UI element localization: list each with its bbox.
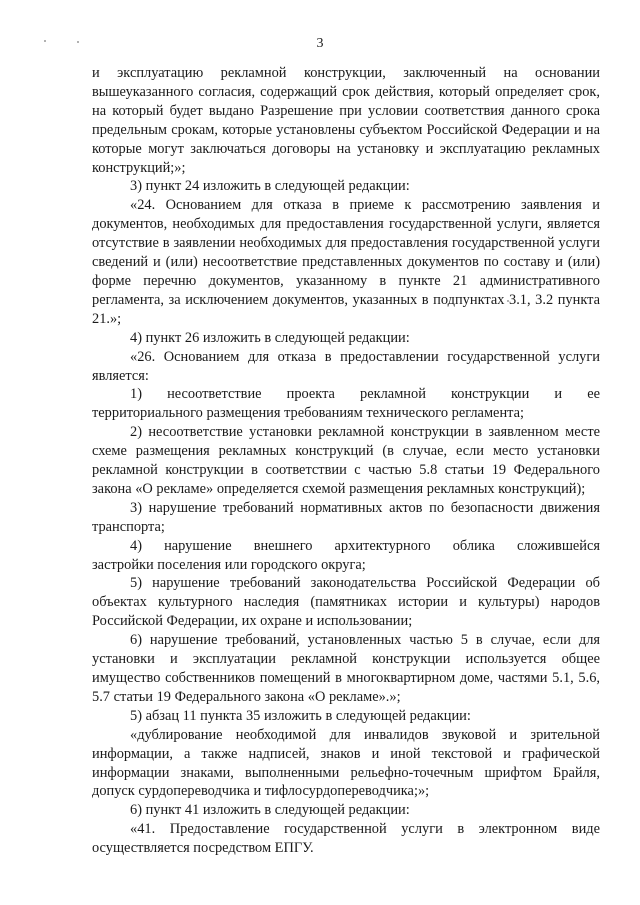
refusal-ground-5: 5) нарушение требований законодательства Российской Федерации об объектах культурного наследия (памятниках истории и культуры) народов Российской Федерации, их охране и использовании; <box>92 575 600 630</box>
word: нарушение <box>164 537 232 554</box>
document-body <box>92 64 600 858</box>
clause-26: «26. Основанием для отказа в предоставлении государственной услуги является: <box>92 348 600 384</box>
amendment-item-5: 5) абзац 11 пункта 35 изложить в следующей редакции: <box>130 707 471 724</box>
clause-24: «24. Основанием для отказа в приеме к рассмотрению заявления и документов, необходимых для предоставления государственной услуги, является отсутствие в заявлении необходимых для предоставления государственной услуги сведений и (или) несоответствие представленных документов по составу и (или) форме перечню документов, указанному в пункте 21 административного регламента, за исключением документов, указанных в подпунктах 3.1, 3.2 пункта 21.»; <box>92 197 600 327</box>
scan-speck <box>44 40 46 42</box>
scan-speck <box>77 41 79 43</box>
amendment-item-3: 3) пункт 24 изложить в следующей редакции: <box>130 178 410 195</box>
word: архитектурного <box>334 537 431 554</box>
word: внешнего <box>253 537 313 554</box>
word: несоответствие <box>167 386 262 403</box>
refusal-ground-2: 2) несоответствие установки рекламной конструкции в заявленном месте схеме размещения рекламных конструкций (в случае, если место установки рекламной конструкции в соответствии с частью 5.8 статьи 19 Федерального закона «О рекламе» определяется схемой размещения рекламных конструкций); <box>92 424 600 497</box>
refusal-ground-1-rest: территориального размещения требованиям технического регламента; <box>92 405 524 422</box>
page-number: 3 <box>316 36 324 51</box>
refusal-ground-3: 3) нарушение требований нормативных актов по безопасности движения транспорта; <box>92 499 600 535</box>
amendment-item-4: 4) пункт 26 изложить в следующей редакции: <box>130 329 410 346</box>
word: облика <box>452 537 495 554</box>
word: сложившейся <box>516 537 600 554</box>
paragraph-continuation: и эксплуатацию рекламной конструкции, заключенный на основании вышеуказанного согласия, содержащий срок действия, который определяет срок, на который будет выдано Разрешение при условии соответствия данного срока предельным срокам, которые установлены субъектом Российской Федерации и на которые могут заключаться договоры на установку и эксплуатацию рекламных конструкций;»; <box>92 65 600 176</box>
word: проекта <box>286 386 335 403</box>
word: ее <box>587 386 600 403</box>
word: 4) <box>130 537 142 554</box>
word: рекламной <box>360 386 426 403</box>
word: и <box>554 386 563 403</box>
clause-41: «41. Предоставление государственной услуги в электронном виде осуществляется посредством ЕПГУ. <box>92 821 600 857</box>
clause-35-paragraph-11: «дублирование необходимой для инвалидов звуковой и зрительной информации, а также надписей, знаков и иной текстовой и графической информации знаками, выполненными рельефно-точечным шрифтом Брайля, допуск сурдопереводчика и тифлосурдопереводчика;»; <box>92 726 600 800</box>
refusal-ground-4-first-line <box>92 537 600 556</box>
refusal-ground-4-rest: застройки поселения или городского округа; <box>92 556 366 573</box>
word: 1) <box>130 386 142 403</box>
refusal-ground-6: 6) нарушение требований, установленных частью 5 в случае, если для установки и эксплуатации рекламной конструкции используется общее имущество собственников помещений в многоквартирном доме, частями 5.1, 5.6, 5.7 статьи 19 Федерального закона «О рекламе».»; <box>92 632 600 705</box>
amendment-item-6: 6) пункт 41 изложить в следующей редакции: <box>130 802 410 819</box>
word: конструкции <box>451 386 530 403</box>
refusal-ground-1-first-line <box>92 385 600 404</box>
